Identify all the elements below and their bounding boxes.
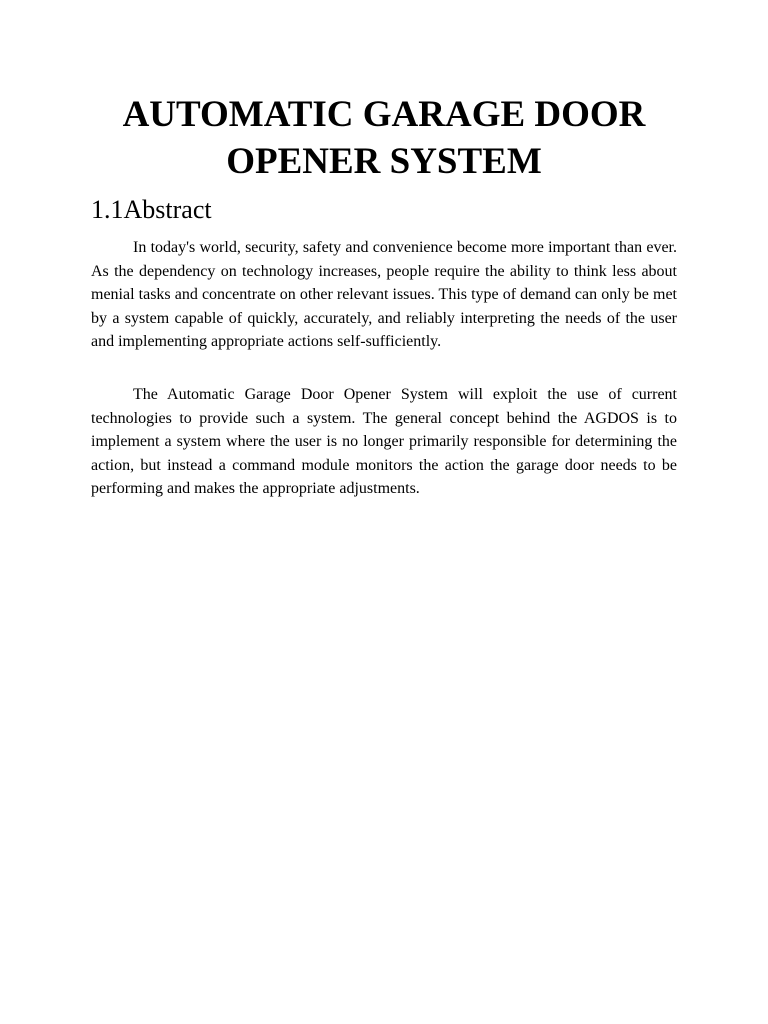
document-title-line-1: AUTOMATIC GARAGE DOOR — [122, 94, 646, 135]
abstract-paragraph-2: The Automatic Garage Door Opener System will exploit the use of current technologies to provide such a system. The general concept behind the AGDOS is to implement a system where the user is no longer primarily responsible for determining the action, but instead a command module monitors the action the garage door needs to be performing and makes the appropriate adjustments. — [91, 386, 677, 498]
abstract-paragraph-1: In today's world, security, safety and convenience become more important than ever. As the dependency on technology increases, people require the ability to think less about menial tasks and concentrate on other relevant issues. This type of demand can only be met by a system capable of quickly, accurately, and reliably interpreting the needs of the user and implementing appropriate actions self-sufficiently. — [91, 239, 677, 351]
document-title-line-2: OPENER SYSTEM — [226, 141, 542, 182]
document-title — [60, 91, 708, 185]
section-heading: 1.1Abstract — [91, 195, 212, 224]
